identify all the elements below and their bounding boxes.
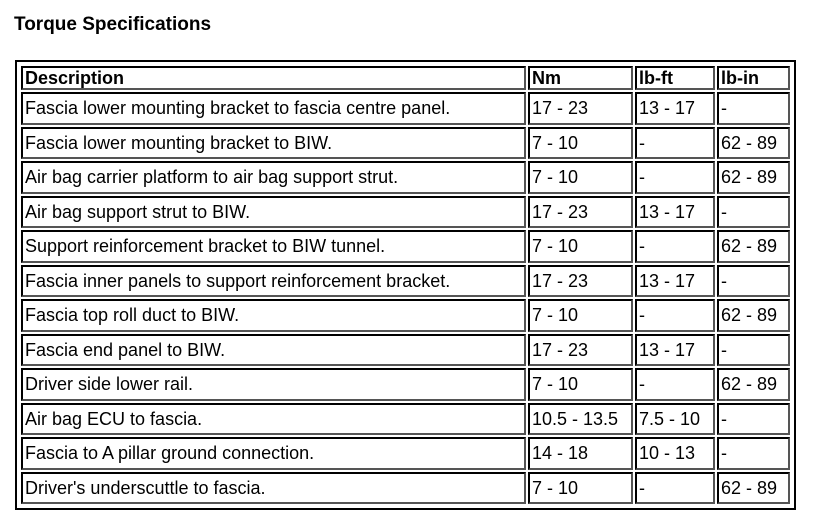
table-row <box>21 196 790 229</box>
table-row <box>21 92 790 125</box>
cell-nm: 7 - 10 <box>528 127 633 160</box>
cell-lb-ft: 13 - 17 <box>635 265 715 298</box>
cell-description: Air bag ECU to fascia. <box>21 403 526 436</box>
cell-lb-in: - <box>717 403 790 436</box>
cell-description: Fascia lower mounting bracket to fascia centre panel. <box>21 92 526 125</box>
cell-nm: 17 - 23 <box>528 265 633 298</box>
table-row <box>21 472 790 505</box>
cell-description: Driver's underscuttle to fascia. <box>21 472 526 505</box>
column-header-lb-in: lb-in <box>717 66 790 90</box>
table-header-row <box>21 66 790 90</box>
cell-description: Air bag support strut to BIW. <box>21 196 526 229</box>
cell-nm: 14 - 18 <box>528 437 633 470</box>
cell-lb-in: - <box>717 196 790 229</box>
cell-description: Fascia to A pillar ground connection. <box>21 437 526 470</box>
cell-lb-ft: 13 - 17 <box>635 92 715 125</box>
cell-nm: 7 - 10 <box>528 368 633 401</box>
cell-lb-in: - <box>717 265 790 298</box>
cell-lb-ft: - <box>635 472 715 505</box>
cell-lb-ft: 7.5 - 10 <box>635 403 715 436</box>
cell-nm: 17 - 23 <box>528 196 633 229</box>
cell-description: Fascia top roll duct to BIW. <box>21 299 526 332</box>
cell-nm: 7 - 10 <box>528 299 633 332</box>
cell-lb-in: 62 - 89 <box>717 230 790 263</box>
cell-lb-in: 62 - 89 <box>717 299 790 332</box>
cell-nm: 7 - 10 <box>528 472 633 505</box>
cell-lb-in: - <box>717 437 790 470</box>
cell-description: Fascia end panel to BIW. <box>21 334 526 367</box>
cell-lb-in: 62 - 89 <box>717 472 790 505</box>
table-row <box>21 368 790 401</box>
cell-nm: 7 - 10 <box>528 161 633 194</box>
table-row <box>21 299 790 332</box>
column-header-lb-ft: lb-ft <box>635 66 715 90</box>
cell-description: Driver side lower rail. <box>21 368 526 401</box>
cell-lb-ft: - <box>635 299 715 332</box>
table-row <box>21 403 790 436</box>
cell-description: Support reinforcement bracket to BIW tunnel. <box>21 230 526 263</box>
table-row <box>21 161 790 194</box>
cell-nm: 17 - 23 <box>528 334 633 367</box>
page-title: Torque Specifications <box>14 14 212 35</box>
cell-nm: 7 - 10 <box>528 230 633 263</box>
cell-lb-ft: - <box>635 230 715 263</box>
cell-nm: 17 - 23 <box>528 92 633 125</box>
cell-lb-ft: - <box>635 161 715 194</box>
cell-lb-ft: 13 - 17 <box>635 334 715 367</box>
table-row <box>21 265 790 298</box>
torque-spec-table <box>19 64 792 506</box>
cell-lb-in: 62 - 89 <box>717 161 790 194</box>
cell-lb-ft: - <box>635 368 715 401</box>
column-header-description: Description <box>21 66 526 90</box>
cell-description: Fascia inner panels to support reinforcement bracket. <box>21 265 526 298</box>
table-row <box>21 127 790 160</box>
torque-spec-table-frame <box>15 60 796 510</box>
cell-lb-in: 62 - 89 <box>717 127 790 160</box>
cell-lb-in: - <box>717 92 790 125</box>
cell-description: Air bag carrier platform to air bag support strut. <box>21 161 526 194</box>
table-row <box>21 437 790 470</box>
cell-lb-in: 62 - 89 <box>717 368 790 401</box>
table-row <box>21 230 790 263</box>
cell-lb-ft: 10 - 13 <box>635 437 715 470</box>
column-header-nm: Nm <box>528 66 633 90</box>
cell-lb-ft: - <box>635 127 715 160</box>
cell-lb-in: - <box>717 334 790 367</box>
cell-nm: 10.5 - 13.5 <box>528 403 633 436</box>
cell-description: Fascia lower mounting bracket to BIW. <box>21 127 526 160</box>
table-body <box>21 92 790 504</box>
cell-lb-ft: 13 - 17 <box>635 196 715 229</box>
table-row <box>21 334 790 367</box>
